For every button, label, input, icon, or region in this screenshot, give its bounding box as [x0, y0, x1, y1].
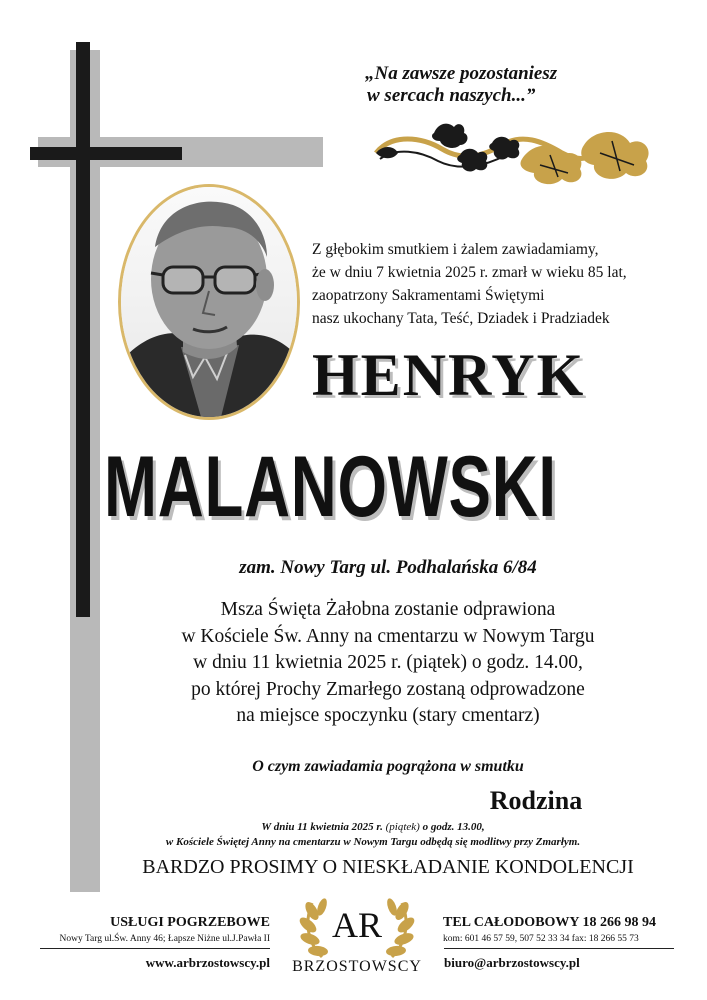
- company-logo: [282, 885, 432, 995]
- intro-line: nasz ukochany Tata, Teść, Dziadek i Pradziadek: [312, 310, 610, 327]
- footer-divider-right: [444, 948, 674, 949]
- email-link[interactable]: biuro@arbrzostowscy.pl: [444, 955, 580, 970]
- company-name: USŁUGI POGRZEBOWE: [110, 915, 270, 930]
- portrait-photo: [121, 187, 297, 417]
- note-weekday: (piątek): [385, 821, 420, 833]
- note-time: o godz. 13.00,: [422, 821, 485, 833]
- mass-line: po której Prochy Zmarłego zostaną odprowadzone: [191, 678, 585, 700]
- phone-mobile-fax: kom: 601 46 57 59, 507 52 33 34 fax: 18 266 55 73: [443, 934, 639, 944]
- intro-line: zaopatrzony Sakramentami Świętymi: [312, 287, 545, 304]
- intro-line: że w dniu 7 kwietnia 2025 r. zmarł w wieku 85 lat,: [312, 264, 627, 281]
- note-location: w Kościele Świętej Anny na cmentarzu w Nowym Targu odbędą się modlitwy przy Zmarłym.: [165, 836, 581, 848]
- intro-line: Z głębokim smutkiem i żalem zawiadamiamy,: [312, 241, 599, 258]
- quote-line-2: w sercach naszych...”: [367, 85, 536, 106]
- deceased-address: zam. Nowy Targ ul. Podhalańska 6/84: [239, 557, 537, 578]
- family-signature: Rodzina: [489, 786, 583, 815]
- company-address: Nowy Targ ul.Św. Anny 46; Łapsze Niżne ul.J.Pawła II: [59, 934, 270, 944]
- condolence-request: BARDZO PROSIMY O NIESKŁADANIE KONDOLENCJI: [142, 856, 634, 878]
- deceased-first-name: HENRYK: [312, 342, 586, 408]
- prayer-note: [108, 820, 638, 850]
- company-info: [20, 914, 270, 946]
- note-date: W dniu 11 kwietnia 2025 r.: [261, 821, 383, 833]
- informs-line: O czym zawiadamia pogrążona w smutku: [252, 758, 524, 775]
- deceased-last-name: MALANOWSKI: [104, 439, 557, 535]
- mass-line: w dniu 11 kwietnia 2025 r. (piątek) o godz. 14.00,: [193, 652, 583, 673]
- announcement-intro: [312, 238, 702, 330]
- memorial-quote: [365, 63, 655, 107]
- mass-line: w Kościele Św. Anny na cmentarzu w Nowym Targu: [181, 625, 595, 647]
- quote-line-1: „Na zawsze pozostaniesz: [365, 63, 558, 84]
- mass-line: na miejsce spoczynku (stary cmentarz): [236, 705, 540, 726]
- logo-initials: AR: [331, 905, 382, 945]
- vine-leaf-ornament: [372, 115, 652, 195]
- phone-main: TEL CAŁODOBOWY 18 266 98 94: [443, 915, 657, 930]
- funeral-mass-info: [108, 597, 668, 730]
- cross-bar: [30, 147, 182, 160]
- portrait-image: [121, 187, 297, 417]
- portrait-frame: [118, 184, 300, 420]
- cross-icon: [76, 42, 90, 617]
- website-link[interactable]: www.arbrzostowscy.pl: [145, 955, 270, 970]
- mass-line: Msza Święta Żałobna zostanie odprawiona: [220, 599, 556, 620]
- contact-info: [443, 914, 703, 946]
- footer-divider-left: [40, 948, 270, 949]
- logo-name: BRZOSTOWSCY: [292, 958, 422, 975]
